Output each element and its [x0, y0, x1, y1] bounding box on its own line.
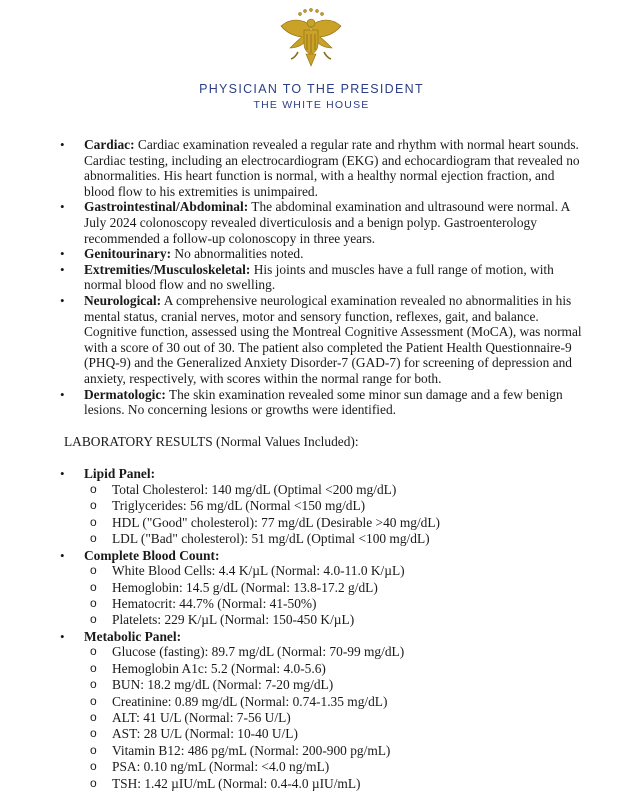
panel-title: Metabolic Panel:	[84, 628, 182, 644]
office-subtitle: THE WHITE HOUSE	[253, 99, 370, 111]
report-body	[0, 137, 623, 792]
exam-findings-list	[0, 137, 623, 418]
finding-text: The abdominal examination and ultrasound were normal. A July 2024 colonoscopy revealed diverticulosis and a benign polyp. Gastroenterology recommended a follow-up colonoscopy in three years.	[84, 199, 570, 246]
lab-item: o Vitamin B12: 486 pg/mL (Normal: 200-900 pg/mL)	[84, 743, 587, 759]
finding-genitourinary	[0, 246, 623, 262]
panel-title: Lipid Panel:	[84, 466, 156, 482]
finding-text: Cardiac examination revealed a regular rate and rhythm with normal heart sounds. Cardiac testing, including an electrocardiogram (EKG) and echocardiogram that revealed no abnormalities. His heart function is normal, with a healthy normal ejection fraction, and blood flow to his extremities is unimpaired.	[84, 137, 580, 199]
finding-label: Dermatologic:	[84, 386, 166, 402]
lab-item: o AST: 28 U/L (Normal: 10-40 U/L)	[84, 726, 587, 742]
lab-item: o Hemoglobin A1c: 5.2 (Normal: 4.0-5.6)	[84, 661, 587, 677]
lab-item: o BUN: 18.2 mg/dL (Normal: 7-20 mg/dL)	[84, 677, 587, 693]
finding-gastrointestinal	[0, 199, 623, 246]
finding-label: Gastrointestinal/Abdominal:	[84, 199, 249, 215]
lab-item: o Triglycerides: 56 mg/dL (Normal <150 mg/dL)	[84, 498, 587, 514]
finding-label: Cardiac:	[84, 137, 135, 152]
panel-cbc	[0, 548, 623, 629]
finding-text: No abnormalities noted.	[171, 246, 304, 262]
lab-item: o Total Cholesterol: 140 mg/dL (Optimal <200 mg/dL)	[84, 482, 587, 498]
finding-text: A comprehensive neurological examination revealed no abnormalities in his mental status, cranial nerves, motor and sensory function, reflexes, gait, and balance. Cognitive function, assessed using the Montreal Cognitive Assessment (MoCA), was normal with a score of 30 out of 30. The patient also completed the Patient Health Questionnaire-9 (PHQ-9) and the Generalized Anxiety Disorder-7 (GAD-7) for screening of depression and anxiety, respectively, with scores within the normal range for both.	[84, 292, 582, 386]
office-title: PHYSICIAN TO THE PRESIDENT	[199, 82, 424, 96]
finding-label: Genitourinary:	[84, 246, 172, 262]
panel-metabolic	[0, 629, 623, 792]
finding-label: Extremities/Musculoskeletal:	[84, 261, 251, 277]
lab-item: o Platelets: 229 K/µL (Normal: 150-450 K/µL)	[84, 612, 587, 628]
lab-item: o TSH: 1.42 µIU/mL (Normal: 0.4-4.0 µIU/mL)	[84, 776, 587, 792]
lab-item: o Creatinine: 0.89 mg/dL (Normal: 0.74-1.35 mg/dL)	[84, 694, 587, 710]
lab-item: o LDL ("Bad" cholesterol): 51 mg/dL (Optimal <100 mg/dL)	[84, 531, 587, 547]
finding-cardiac	[0, 137, 623, 199]
lab-item: o ALT: 41 U/L (Normal: 7-56 U/L)	[84, 710, 587, 726]
panel-lipid	[0, 466, 623, 547]
panel-items	[84, 482, 587, 548]
lab-item: o Hematocrit: 44.7% (Normal: 41-50%)	[84, 596, 587, 612]
presidential-seal-icon	[276, 6, 346, 70]
lab-item: o PSA: 0.10 ng/mL (Normal: <4.0 ng/mL)	[84, 759, 587, 775]
finding-label: Neurological:	[84, 292, 162, 308]
lab-item: o White Blood Cells: 4.4 K/µL (Normal: 4.0-11.0 K/µL)	[84, 563, 587, 579]
panel-title: Complete Blood Count:	[84, 547, 220, 563]
lab-results-heading: LABORATORY RESULTS (Normal Values Included):	[64, 433, 359, 449]
finding-extremities	[0, 262, 623, 293]
panel-items	[84, 644, 587, 792]
lab-panels-list	[0, 466, 623, 792]
finding-dermatologic	[0, 387, 623, 418]
panel-items	[84, 563, 587, 629]
finding-text: The skin examination revealed some minor sun damage and a few benign lesions. No concerning lesions or growths were identified.	[84, 386, 563, 418]
lab-item: o HDL ("Good" cholesterol): 77 mg/dL (Desirable >40 mg/dL)	[84, 515, 587, 531]
finding-neurological	[0, 293, 623, 387]
finding-text: His joints and muscles have a full range of motion, with normal blood flow and no swelling.	[84, 261, 554, 293]
lab-item: o Glucose (fasting): 89.7 mg/dL (Normal: 70-99 mg/dL)	[84, 644, 587, 660]
lab-item: o Hemoglobin: 14.5 g/dL (Normal: 13.8-17.2 g/dL)	[84, 580, 587, 596]
